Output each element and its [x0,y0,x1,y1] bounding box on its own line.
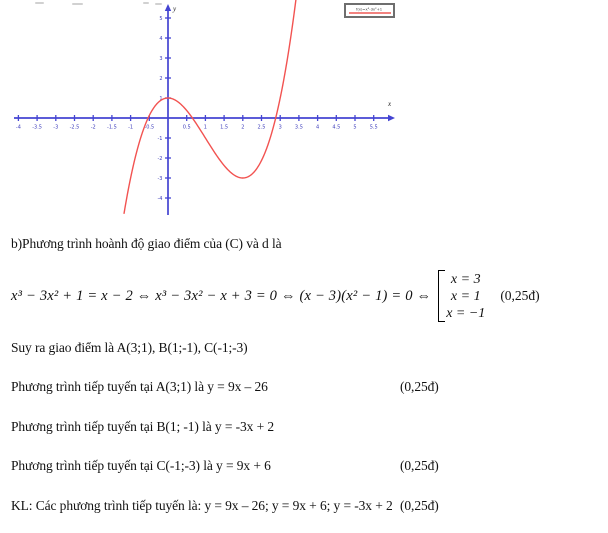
x-tick-label: -2.5 [69,124,80,131]
system-solution-1: x = 3 [450,271,481,287]
solution-line-tangent-c [0,458,608,474]
graph-canvas [0,0,608,230]
x-tick-label: 5 [353,124,357,131]
x-tick-label: 3 [278,124,282,131]
x-tick-label: 0.5 [182,124,191,131]
y-tick-label: -2 [157,156,163,162]
x-tick-label: 1.5 [220,124,229,131]
y-tick-label: -1 [157,136,163,142]
function-graph [0,0,608,230]
x-tick-label: 4.5 [332,124,341,131]
x-axis-arrow [388,115,395,121]
legend-box [344,3,395,18]
y-tick-label: 1 [159,96,163,102]
x-tick-label: -3.5 [32,124,42,131]
line-c-text: Phương trình tiếp tuyến tại C(-1;-3) là y = 9x + 6 [11,458,271,473]
system-solution-3: x = −1 [446,305,486,321]
line-b-text: b)Phương trình hoành độ giao điểm của (C) và d là [11,236,282,251]
scan-artifact [35,2,44,4]
x-tick-label: -1.5 [107,124,117,131]
line-b2-text: Phương trình tiếp tuyến tại B(1; -1) là y = -3x + 2 [11,419,275,434]
y-tick-label: 5 [159,16,163,22]
scan-artifact [72,3,83,5]
x-tick-label: 2.5 [257,124,266,131]
x-tick-label: 3.5 [294,124,303,131]
y-tick-label: -4 [157,196,163,202]
y-tick-label: 2 [159,76,163,82]
y-tick-label: -3 [157,176,163,182]
line-kl-score: (0,25đ) [400,498,439,513]
x-axis-label: x [388,100,392,108]
system-solution-2: x = 1 [450,288,481,304]
y-axis-arrow [165,4,171,11]
scan-artifact [155,3,162,5]
x-tick-label: -1 [128,124,134,131]
equation-row [0,268,608,324]
scan-artifact [143,2,149,4]
legend-function-label: f(x)=x³-3x²+1 [356,7,383,12]
x-tick-label: 4 [316,124,320,131]
x-tick-label: 2 [241,124,245,131]
solution-line-tangent-a [0,379,608,395]
line-a-score: (0,25đ) [400,379,439,394]
solution-system [446,271,485,322]
legend-curve-sample-line [349,12,391,14]
line-suyra-text: Suy ra giao điểm là A(3;1), B(1;-1), C(-1;-3) [11,340,248,355]
y-tick-label: 4 [159,36,163,42]
solution-line-kl [0,498,608,514]
solution-line-b [0,236,608,252]
line-kl-text: KL: Các phương trình tiếp tuyến là: y = 9x – 26; y = 9x + 6; y = -3x + 2 [11,498,393,513]
solution-line-tangent-b [0,419,608,435]
solution-line-suyra [0,340,608,356]
equation-score: (0,25đ) [500,288,540,303]
x-tick-label: 5.5 [369,124,378,131]
x-tick-label: -0.5 [144,124,155,131]
line-c-score: (0,25đ) [400,458,439,473]
line-a-text: Phương trình tiếp tuyến tại A(3;1) là y = 9x – 26 [11,379,268,394]
y-axis-label: y [173,5,177,13]
x-tick-label: -4 [15,124,21,131]
x-tick-label: -3 [53,124,59,131]
equation-text: x³ − 3x² + 1 = x − 2 ⇔ x³ − 3x² − x + 3 = 0 ⇔ (x − 3)(x² − 1) = 0 ⇔ [11,287,432,304]
system-left-bracket [438,270,445,322]
x-tick-label: -2 [90,124,96,131]
function-curve [124,0,297,213]
y-tick-label: 3 [159,56,163,62]
x-tick-label: 1 [203,124,207,131]
